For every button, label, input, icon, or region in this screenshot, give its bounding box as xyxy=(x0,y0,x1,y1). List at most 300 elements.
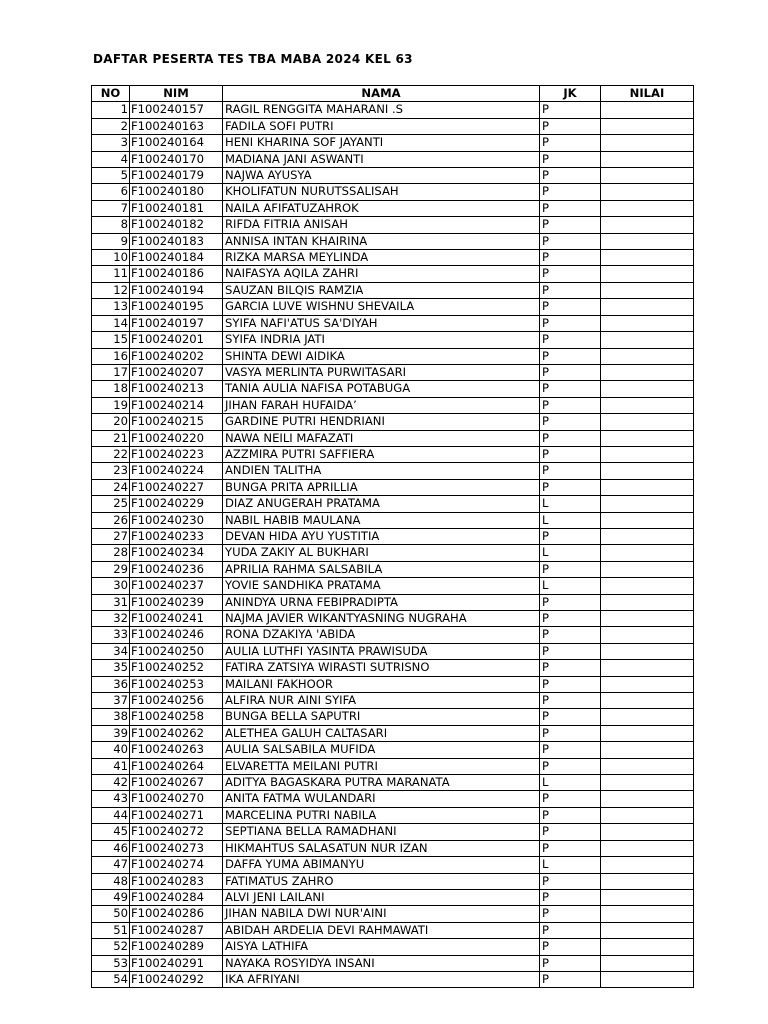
cell-no: 25 xyxy=(92,496,130,512)
table-row xyxy=(92,643,694,659)
table-row xyxy=(92,151,694,167)
cell-nim: F100240214 xyxy=(130,397,223,413)
cell-nim: F100240284 xyxy=(130,889,223,905)
cell-nama: ADITYA BAGASKARA PUTRA MARANATA xyxy=(223,775,540,791)
cell-nilai[interactable] xyxy=(601,676,694,692)
cell-nilai[interactable] xyxy=(601,364,694,380)
cell-jk: P xyxy=(540,676,601,692)
cell-nim: F100240194 xyxy=(130,282,223,298)
table-header-row xyxy=(92,86,694,102)
cell-no: 3 xyxy=(92,135,130,151)
cell-nilai[interactable] xyxy=(601,611,694,627)
cell-no: 40 xyxy=(92,742,130,758)
cell-no: 48 xyxy=(92,873,130,889)
cell-no: 42 xyxy=(92,775,130,791)
table-row xyxy=(92,282,694,298)
cell-no: 39 xyxy=(92,725,130,741)
page-title: DAFTAR PESERTA TES TBA MABA 2024 KEL 63 xyxy=(93,52,413,66)
cell-jk: L xyxy=(540,775,601,791)
cell-jk: P xyxy=(540,643,601,659)
cell-jk: P xyxy=(540,528,601,544)
cell-jk: P xyxy=(540,348,601,364)
cell-no: 32 xyxy=(92,611,130,627)
cell-nama: JIHAN NABILA DWI NUR'AINI xyxy=(223,906,540,922)
cell-no: 1 xyxy=(92,102,130,118)
table-row xyxy=(92,939,694,955)
cell-jk: P xyxy=(540,299,601,315)
cell-no: 26 xyxy=(92,512,130,528)
cell-nilai[interactable] xyxy=(601,102,694,118)
cell-no: 10 xyxy=(92,250,130,266)
table-row xyxy=(92,709,694,725)
cell-no: 50 xyxy=(92,906,130,922)
cell-nim: F100240202 xyxy=(130,348,223,364)
table-row xyxy=(92,315,694,331)
cell-jk: P xyxy=(540,955,601,971)
cell-jk: P xyxy=(540,889,601,905)
table-row xyxy=(92,725,694,741)
cell-nim: F100240258 xyxy=(130,709,223,725)
cell-no: 16 xyxy=(92,348,130,364)
cell-jk: P xyxy=(540,479,601,495)
cell-nilai[interactable] xyxy=(601,922,694,938)
cell-nilai[interactable] xyxy=(601,791,694,807)
cell-jk: P xyxy=(540,939,601,955)
cell-no: 23 xyxy=(92,463,130,479)
cell-nim: F100240291 xyxy=(130,955,223,971)
cell-nim: F100240197 xyxy=(130,315,223,331)
cell-no: 43 xyxy=(92,791,130,807)
cell-no: 37 xyxy=(92,693,130,709)
table-row xyxy=(92,561,694,577)
cell-nama: MARCELINA PUTRI NABILA xyxy=(223,807,540,823)
cell-no: 36 xyxy=(92,676,130,692)
cell-nim: F100240237 xyxy=(130,578,223,594)
cell-jk: P xyxy=(540,611,601,627)
cell-nim: F100240252 xyxy=(130,660,223,676)
table-row xyxy=(92,266,694,282)
cell-jk: P xyxy=(540,135,601,151)
cell-nilai[interactable] xyxy=(601,496,694,512)
cell-nim: F100240201 xyxy=(130,332,223,348)
cell-nama: AZZMIRA PUTRI SAFFIERA xyxy=(223,446,540,462)
cell-nim: F100240236 xyxy=(130,561,223,577)
cell-nim: F100240292 xyxy=(130,971,223,987)
cell-no: 45 xyxy=(92,824,130,840)
cell-jk: P xyxy=(540,151,601,167)
cell-jk: P xyxy=(540,233,601,249)
cell-nama: IKA AFRIYANI xyxy=(223,971,540,987)
table-row xyxy=(92,857,694,873)
cell-nama: ANNISA INTAN KHAIRINA xyxy=(223,233,540,249)
cell-nilai[interactable] xyxy=(601,643,694,659)
cell-no: 41 xyxy=(92,758,130,774)
header-nilai: NILAI xyxy=(601,86,694,102)
cell-nim: F100240273 xyxy=(130,840,223,856)
cell-nama: SEPTIANA BELLA RAMADHANI xyxy=(223,824,540,840)
cell-nim: F100240253 xyxy=(130,676,223,692)
cell-nilai[interactable] xyxy=(601,660,694,676)
header-nama: NAMA xyxy=(223,86,540,102)
cell-nilai[interactable] xyxy=(601,184,694,200)
cell-nama: ABIDAH ARDELIA DEVI RAHMAWATI xyxy=(223,922,540,938)
cell-nama: ANINDYA URNA FEBIPRADIPTA xyxy=(223,594,540,610)
cell-no: 8 xyxy=(92,217,130,233)
cell-nilai[interactable] xyxy=(601,217,694,233)
table-row xyxy=(92,873,694,889)
cell-nilai[interactable] xyxy=(601,627,694,643)
cell-nim: F100240223 xyxy=(130,446,223,462)
cell-nilai[interactable] xyxy=(601,348,694,364)
cell-nim: F100240215 xyxy=(130,414,223,430)
cell-no: 27 xyxy=(92,528,130,544)
cell-nama: JIHAN FARAH HUFAIDA’ xyxy=(223,397,540,413)
cell-no: 20 xyxy=(92,414,130,430)
cell-jk: L xyxy=(540,496,601,512)
cell-no: 30 xyxy=(92,578,130,594)
table-row xyxy=(92,742,694,758)
cell-jk: P xyxy=(540,791,601,807)
cell-jk: P xyxy=(540,758,601,774)
cell-nilai[interactable] xyxy=(601,742,694,758)
cell-nim: F100240239 xyxy=(130,594,223,610)
cell-nilai[interactable] xyxy=(601,528,694,544)
cell-no: 18 xyxy=(92,381,130,397)
cell-nilai[interactable] xyxy=(601,545,694,561)
cell-nim: F100240233 xyxy=(130,528,223,544)
cell-nim: F100240267 xyxy=(130,775,223,791)
cell-nama: KHOLIFATUN NURUTSSALISAH xyxy=(223,184,540,200)
table-row xyxy=(92,250,694,266)
header-nim: NIM xyxy=(130,86,223,102)
table-row xyxy=(92,971,694,987)
cell-jk: P xyxy=(540,397,601,413)
cell-nim: F100240283 xyxy=(130,873,223,889)
cell-nilai[interactable] xyxy=(601,250,694,266)
cell-nilai[interactable] xyxy=(601,578,694,594)
cell-nama: YUDA ZAKIY AL BUKHARI xyxy=(223,545,540,561)
table-row xyxy=(92,496,694,512)
cell-nilai[interactable] xyxy=(601,430,694,446)
cell-nama: TANIA AULIA NAFISA POTABUGA xyxy=(223,381,540,397)
cell-jk: P xyxy=(540,282,601,298)
participant-table xyxy=(91,85,694,988)
table-row xyxy=(92,693,694,709)
cell-nim: F100240229 xyxy=(130,496,223,512)
cell-jk: P xyxy=(540,118,601,134)
cell-nilai[interactable] xyxy=(601,824,694,840)
cell-jk: P xyxy=(540,364,601,380)
cell-no: 21 xyxy=(92,430,130,446)
table-row xyxy=(92,922,694,938)
cell-no: 17 xyxy=(92,364,130,380)
table-row xyxy=(92,118,694,134)
cell-jk: P xyxy=(540,414,601,430)
cell-nama: NAJWA AYUSYA xyxy=(223,168,540,184)
table-row xyxy=(92,102,694,118)
cell-nama: RIZKA MARSA MEYLINDA xyxy=(223,250,540,266)
cell-nama: NAWA NEILI MAFAZATI xyxy=(223,430,540,446)
cell-jk: P xyxy=(540,627,601,643)
cell-nilai[interactable] xyxy=(601,414,694,430)
cell-nilai[interactable] xyxy=(601,168,694,184)
cell-nim: F100240181 xyxy=(130,200,223,216)
cell-nilai[interactable] xyxy=(601,512,694,528)
cell-nama: APRILIA RAHMA SALSABILA xyxy=(223,561,540,577)
cell-nama: BUNGA PRITA APRILLIA xyxy=(223,479,540,495)
table-row xyxy=(92,758,694,774)
cell-nama: FATIRA ZATSIYA WIRASTI SUTRISNO xyxy=(223,660,540,676)
cell-no: 46 xyxy=(92,840,130,856)
table-row xyxy=(92,332,694,348)
table-row xyxy=(92,660,694,676)
table-body xyxy=(92,102,694,988)
cell-nim: F100240170 xyxy=(130,151,223,167)
cell-nilai[interactable] xyxy=(601,725,694,741)
cell-nilai[interactable] xyxy=(601,971,694,987)
cell-no: 35 xyxy=(92,660,130,676)
cell-nilai[interactable] xyxy=(601,857,694,873)
cell-nilai[interactable] xyxy=(601,840,694,856)
cell-jk: L xyxy=(540,578,601,594)
cell-jk: P xyxy=(540,332,601,348)
table-row xyxy=(92,414,694,430)
cell-no: 47 xyxy=(92,857,130,873)
table-row xyxy=(92,889,694,905)
cell-nim: F100240220 xyxy=(130,430,223,446)
table-row xyxy=(92,807,694,823)
cell-nilai[interactable] xyxy=(601,282,694,298)
cell-nilai[interactable] xyxy=(601,397,694,413)
table-row xyxy=(92,594,694,610)
cell-nilai[interactable] xyxy=(601,693,694,709)
cell-nim: F100240262 xyxy=(130,725,223,741)
cell-jk: P xyxy=(540,200,601,216)
cell-nama: HIKMAHTUS SALASATUN NUR IZAN xyxy=(223,840,540,856)
cell-nama: ANITA FATMA WULANDARI xyxy=(223,791,540,807)
cell-nama: BUNGA BELLA SAPUTRI xyxy=(223,709,540,725)
table-row xyxy=(92,397,694,413)
cell-jk: P xyxy=(540,824,601,840)
cell-nilai[interactable] xyxy=(601,233,694,249)
cell-nim: F100240271 xyxy=(130,807,223,823)
cell-nim: F100240272 xyxy=(130,824,223,840)
table-row xyxy=(92,512,694,528)
cell-no: 5 xyxy=(92,168,130,184)
cell-no: 34 xyxy=(92,643,130,659)
table-row xyxy=(92,446,694,462)
cell-nim: F100240274 xyxy=(130,857,223,873)
table-row xyxy=(92,348,694,364)
table-row xyxy=(92,430,694,446)
cell-nim: F100240264 xyxy=(130,758,223,774)
cell-nim: F100240213 xyxy=(130,381,223,397)
cell-nilai[interactable] xyxy=(601,446,694,462)
cell-jk: P xyxy=(540,102,601,118)
cell-no: 52 xyxy=(92,939,130,955)
cell-nilai[interactable] xyxy=(601,332,694,348)
cell-nilai[interactable] xyxy=(601,479,694,495)
cell-jk: L xyxy=(540,857,601,873)
cell-nilai[interactable] xyxy=(601,775,694,791)
table-row xyxy=(92,545,694,561)
cell-nama: ANDIEN TALITHA xyxy=(223,463,540,479)
header-no: NO xyxy=(92,86,130,102)
cell-nama: NABIL HABIB MAULANA xyxy=(223,512,540,528)
cell-nama: DIAZ ANUGERAH PRATAMA xyxy=(223,496,540,512)
cell-no: 15 xyxy=(92,332,130,348)
cell-nama: NAIFASYA AQILA ZAHRI xyxy=(223,266,540,282)
table-row xyxy=(92,611,694,627)
cell-nama: SHINTA DEWI AIDIKA xyxy=(223,348,540,364)
cell-no: 6 xyxy=(92,184,130,200)
cell-nilai[interactable] xyxy=(601,906,694,922)
cell-nim: F100240184 xyxy=(130,250,223,266)
cell-jk: P xyxy=(540,381,601,397)
cell-nim: F100240256 xyxy=(130,693,223,709)
cell-nim: F100240183 xyxy=(130,233,223,249)
cell-jk: P xyxy=(540,922,601,938)
cell-nama: NAYAKA ROSYIDYA INSANI xyxy=(223,955,540,971)
cell-nilai[interactable] xyxy=(601,315,694,331)
cell-nama: RAGIL RENGGITA MAHARANI .S xyxy=(223,102,540,118)
table-row xyxy=(92,479,694,495)
table-row xyxy=(92,578,694,594)
cell-jk: P xyxy=(540,561,601,577)
cell-nilai[interactable] xyxy=(601,807,694,823)
cell-nama: AULIA SALSABILA MUFIDA xyxy=(223,742,540,758)
cell-nim: F100240241 xyxy=(130,611,223,627)
cell-no: 28 xyxy=(92,545,130,561)
cell-nilai[interactable] xyxy=(601,758,694,774)
cell-nilai[interactable] xyxy=(601,594,694,610)
cell-nama: RIFDA FITRIA ANISAH xyxy=(223,217,540,233)
cell-nim: F100240180 xyxy=(130,184,223,200)
cell-nilai[interactable] xyxy=(601,299,694,315)
cell-nilai[interactable] xyxy=(601,118,694,134)
cell-jk: P xyxy=(540,725,601,741)
cell-jk: P xyxy=(540,184,601,200)
cell-jk: P xyxy=(540,660,601,676)
cell-nama: GARCIA LUVE WISHNU SHEVAILA xyxy=(223,299,540,315)
cell-jk: P xyxy=(540,709,601,725)
cell-nama: VASYA MERLINTA PURWITASARI xyxy=(223,364,540,380)
table-row xyxy=(92,627,694,643)
cell-nilai[interactable] xyxy=(601,939,694,955)
table-row xyxy=(92,824,694,840)
cell-nim: F100240179 xyxy=(130,168,223,184)
cell-nim: F100240246 xyxy=(130,627,223,643)
cell-nim: F100240163 xyxy=(130,118,223,134)
cell-nim: F100240230 xyxy=(130,512,223,528)
cell-nama: MAILANI FAKHOOR xyxy=(223,676,540,692)
table-row xyxy=(92,200,694,216)
cell-nama: MADIANA JANI ASWANTI xyxy=(223,151,540,167)
cell-nilai[interactable] xyxy=(601,151,694,167)
cell-jk: P xyxy=(540,168,601,184)
table-row xyxy=(92,463,694,479)
cell-nim: F100240270 xyxy=(130,791,223,807)
cell-no: 19 xyxy=(92,397,130,413)
cell-nama: SAUZAN BILQIS RAMZIA xyxy=(223,282,540,298)
cell-nilai[interactable] xyxy=(601,200,694,216)
table-row xyxy=(92,381,694,397)
cell-nilai[interactable] xyxy=(601,561,694,577)
cell-nilai[interactable] xyxy=(601,135,694,151)
cell-nim: F100240195 xyxy=(130,299,223,315)
cell-no: 2 xyxy=(92,118,130,134)
cell-nim: F100240224 xyxy=(130,463,223,479)
cell-jk: P xyxy=(540,266,601,282)
cell-jk: P xyxy=(540,971,601,987)
table-row xyxy=(92,299,694,315)
cell-no: 49 xyxy=(92,889,130,905)
cell-jk: P xyxy=(540,742,601,758)
cell-nim: F100240263 xyxy=(130,742,223,758)
cell-nilai[interactable] xyxy=(601,266,694,282)
table-row xyxy=(92,840,694,856)
cell-no: 13 xyxy=(92,299,130,315)
table-row xyxy=(92,184,694,200)
cell-no: 9 xyxy=(92,233,130,249)
cell-no: 51 xyxy=(92,922,130,938)
cell-nama: ALVI JENI LAILANI xyxy=(223,889,540,905)
cell-nilai[interactable] xyxy=(601,889,694,905)
table-row xyxy=(92,364,694,380)
cell-nim: F100240287 xyxy=(130,922,223,938)
cell-jk: P xyxy=(540,840,601,856)
cell-no: 31 xyxy=(92,594,130,610)
cell-nama: NAJMA JAVIER WIKANTYASNING NUGRAHA xyxy=(223,611,540,627)
cell-no: 14 xyxy=(92,315,130,331)
cell-nama: ALFIRA NUR AINI SYIFA xyxy=(223,693,540,709)
cell-nim: F100240286 xyxy=(130,906,223,922)
cell-no: 4 xyxy=(92,151,130,167)
cell-nilai[interactable] xyxy=(601,381,694,397)
cell-jk: P xyxy=(540,463,601,479)
cell-nilai[interactable] xyxy=(601,955,694,971)
cell-jk: P xyxy=(540,594,601,610)
cell-nama: NAILA AFIFATUZAHROK xyxy=(223,200,540,216)
cell-nilai[interactable] xyxy=(601,463,694,479)
cell-nim: F100240182 xyxy=(130,217,223,233)
cell-jk: P xyxy=(540,693,601,709)
cell-nama: DAFFA YUMA ABIMANYU xyxy=(223,857,540,873)
cell-nim: F100240157 xyxy=(130,102,223,118)
cell-no: 12 xyxy=(92,282,130,298)
cell-jk: P xyxy=(540,873,601,889)
cell-nilai[interactable] xyxy=(601,709,694,725)
cell-nama: AULIA LUTHFI YASINTA PRAWISUDA xyxy=(223,643,540,659)
cell-nim: F100240164 xyxy=(130,135,223,151)
cell-nama: RONA DZAKIYA 'ABIDA xyxy=(223,627,540,643)
cell-nama: ELVARETTA MEILANI PUTRI xyxy=(223,758,540,774)
cell-nama: AISYA LATHIFA xyxy=(223,939,540,955)
table-row xyxy=(92,775,694,791)
table-row xyxy=(92,791,694,807)
cell-nama: HENI KHARINA SOF JAYANTI xyxy=(223,135,540,151)
cell-nama: ALETHEA GALUH CALTASARI xyxy=(223,725,540,741)
cell-nama: DEVAN HIDA AYU YUSTITIA xyxy=(223,528,540,544)
cell-nim: F100240289 xyxy=(130,939,223,955)
table-row xyxy=(92,135,694,151)
cell-jk: P xyxy=(540,430,601,446)
cell-nama: SYIFA NAFI'ATUS SA'DIYAH xyxy=(223,315,540,331)
table-row xyxy=(92,233,694,249)
cell-nilai[interactable] xyxy=(601,873,694,889)
cell-no: 53 xyxy=(92,955,130,971)
cell-jk: P xyxy=(540,446,601,462)
